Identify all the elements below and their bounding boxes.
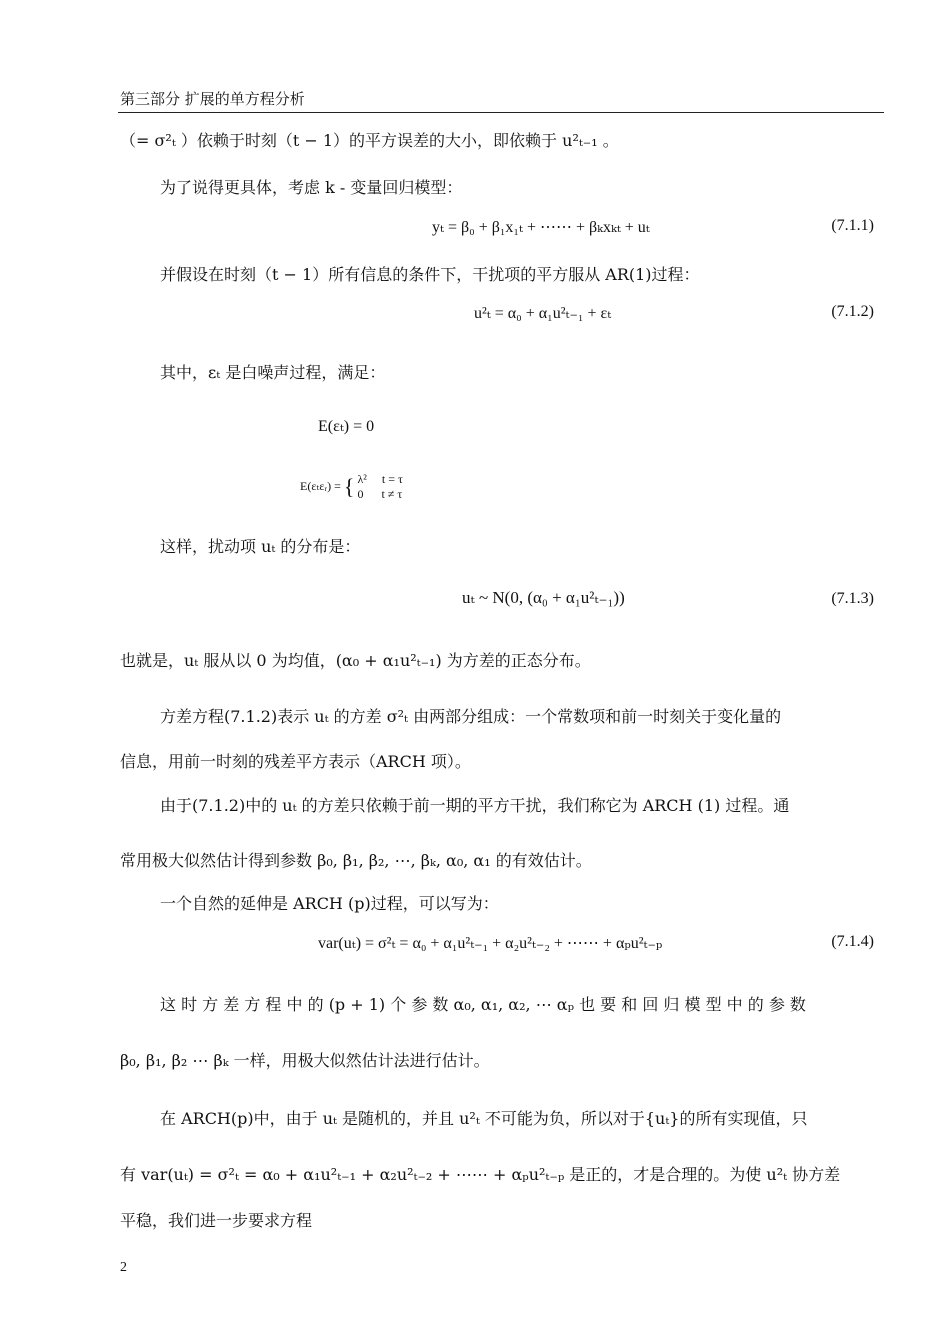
equation-7-1-2: u²ₜ = α₀ + α₁u²ₜ₋₁ + εₜ xyxy=(474,305,612,322)
equation-number-7-1-3: (7.1.3) xyxy=(831,590,874,607)
covariance-lhs: E(εₜεᵣ) = xyxy=(300,478,341,493)
paragraph-6: 也就是，uₜ 服从以 0 为均值，(α₀ + α₁u²ₜ₋₁) 为方差的正态分布。 xyxy=(120,651,591,670)
paragraph-11-line-1: 在 ARCH(p)中，由于 uₜ 是随机的，并且 u²ₜ 不可能为负，所以对于{uₜ}的所有实现值，只 xyxy=(160,1109,808,1128)
equation-7-1-3: uₜ ~ N(0, (α₀ + α₁u²ₜ₋₁)) xyxy=(462,588,625,607)
paragraph-10-line-2: β₀, β₁, β₂ ⋯ βₖ 一样，用极大似然估计法进行估计。 xyxy=(120,1051,490,1070)
paragraph-7-line-2: 信息，用前一时刻的残差平方表示（ARCH 项）。 xyxy=(120,752,471,771)
paragraph-10-line-1: 这 时 方 差 方 程 中 的 (p + 1) 个 参 数 α₀, α₁, α₂, ⋯ αₚ 也 要 和 回 归 模 型 中 的 参 数 xyxy=(160,995,806,1014)
equation-7-1-1: yₜ = β₀ + β₁x₁ₜ + ⋯⋯ + βₖxₖₜ + uₜ xyxy=(432,219,650,236)
paragraph-11-line-3: 平稳，我们进一步要求方程 xyxy=(120,1211,313,1230)
equation-number-7-1-1: (7.1.1) xyxy=(831,217,874,234)
paragraph-7-line-1: 方差方程(7.1.2)表示 uₜ 的方差 σ²ₜ 由两部分组成：一个常数项和前一时刻关于变化量的 xyxy=(160,707,782,726)
paragraph-9: 一个自然的延伸是 ARCH (p)过程，可以写为： xyxy=(160,894,499,913)
page-number: 2 xyxy=(120,1260,127,1275)
paragraph-11-line-2: 有 var(uₜ) = σ²ₜ = α₀ + α₁u²ₜ₋₁ + α₂u²ₜ₋₂ + ⋯⋯ + αₚu²ₜ₋ₚ 是正的，才是合理的。为使 u²ₜ 协方差 xyxy=(120,1165,841,1184)
paragraph-1: （= σ²ₜ ）依赖于时刻（t − 1）的平方误差的大小，即依赖于 u²ₜ₋₁ 。 xyxy=(120,131,619,150)
running-header: 第三部分 扩展的单方程分析 xyxy=(120,90,305,108)
paragraph-5: 这样，扰动项 uₜ 的分布是： xyxy=(160,537,361,556)
paragraph-2: 为了说得更具体，考虑 k - 变量回归模型： xyxy=(160,178,463,197)
paragraph-8-line-1: 由于(7.1.2)中的 uₜ 的方差只依赖于前一期的平方干扰，我们称它为 ARCH (1) 过程。通 xyxy=(160,796,790,815)
covariance-case-2: 0 t ≠ τ xyxy=(357,487,403,501)
header-rule xyxy=(118,112,884,113)
left-brace: { xyxy=(343,474,355,499)
paragraph-8-line-2: 常用极大似然估计得到参数 β₀, β₁, β₂, ⋯, βₖ, α₀, α₁ 的有效估计。 xyxy=(120,851,592,870)
equation-number-7-1-4: (7.1.4) xyxy=(831,933,874,950)
equation-7-1-4: var(uₜ) = σ²ₜ = α₀ + α₁u²ₜ₋₁ + α₂u²ₜ₋₂ + ⋯⋯ + αₚu²ₜ₋ₚ xyxy=(318,935,663,952)
equation-number-7-1-2: (7.1.2) xyxy=(831,303,874,320)
covariance-case-1: λ² t = τ xyxy=(357,472,403,486)
equation-covariance xyxy=(300,472,403,502)
paragraph-3: 并假设在时刻（t − 1）所有信息的条件下，干扰项的平方服从 AR(1)过程： xyxy=(160,265,700,284)
equation-mean: E(εₜ) = 0 xyxy=(318,418,375,435)
paragraph-4: 其中，εₜ 是白噪声过程，满足： xyxy=(160,363,386,382)
covariance-cases xyxy=(357,472,402,502)
